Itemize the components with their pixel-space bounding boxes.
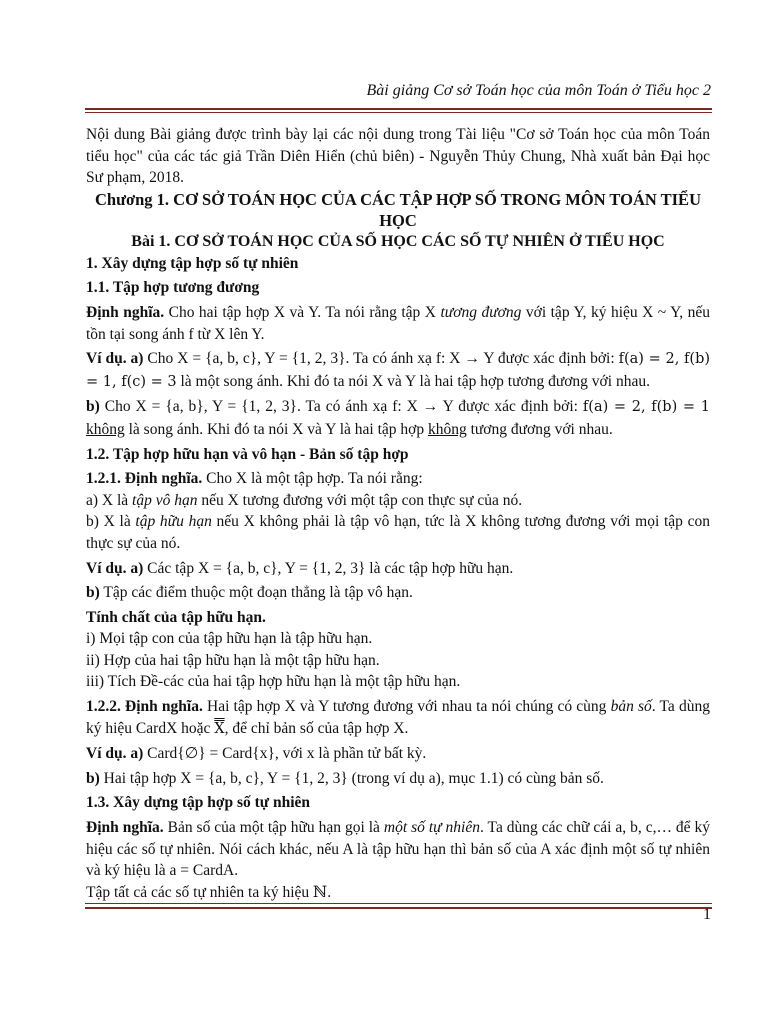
example-1-2-b-label: b) [86, 584, 100, 602]
example-1-2-2-b-label: b) [86, 769, 100, 787]
definition-1-3-term: một số tự nhiên [383, 819, 480, 837]
definition-1-2-2 [86, 696, 710, 740]
example-b-text: Cho X = {a, b}, Y = {1, 2, 3}. Ta có ánh xạ f: X → Y được xác định bởi: [99, 398, 583, 416]
definition-1-3-label: Định nghĩa. [86, 819, 164, 837]
intro-paragraph: Nội dung Bài giảng được trình bày lại các nội dung trong Tài liệu "Cơ sở Toán học của môn Toán tiểu học" của các tác giả Trần Diên Hiển (chủ biên) - Nguyễn Thủy Chung, Nhà xuất bản Đại học Sư phạm, 2018. [86, 126, 710, 187]
example-1-2-2-a-text: Card{∅} = Card{x}, với x là phần tử bất kỳ. [143, 745, 427, 763]
definition-1-2-1 [86, 468, 710, 490]
example-a-formula: f(a) = 2, f(b) = 1, f(c) = 3 [86, 351, 711, 390]
header-title: Bài giảng Cơ sở Toán học của môn Toán ở Tiểu học 2 [366, 82, 711, 99]
document-body [86, 124, 710, 903]
section-1-1-title: 1.1. Tập hợp tương đương [86, 279, 260, 297]
item-a-term: tập vô hạn [132, 491, 198, 509]
example-1-2-2-b-text: Hai tập hợp X = {a, b, c}, Y = {1, 2, 3} (trong ví dụ a), mục 1.1) có cùng bản số. [99, 769, 604, 787]
definition-1-2-2-text-b: . Ta dùng ký hiệu CardX hoặc [86, 698, 710, 737]
properties-title: Tính chất của tập hữu hạn. [86, 608, 266, 626]
example-b-underline-1: không [86, 420, 125, 438]
section-1-3-title: 1.3. Xây dựng tập hợp số tự nhiên [86, 794, 311, 812]
item-b-prefix: b) X là [86, 513, 136, 531]
definition-term: tương đương [440, 303, 522, 321]
example-a-text-2: là một song ánh. Khi đó ta nói X và Y là hai tập hợp tương đương với nhau. [176, 372, 650, 390]
lesson-title: Bài 1. CƠ SỞ TOÁN HỌC CỦA SỐ HỌC CÁC SỐ TỰ NHIÊN Ở TIỂU HỌC [131, 232, 665, 250]
property-1: i) Mọi tập con của tập hữu hạn là tập hữu hạn. [86, 630, 373, 648]
definition-1-2-2-text-c: , để chỉ bản số của tập hợp X. [224, 719, 409, 737]
cardinal-symbol: X [214, 720, 225, 737]
example-b-text-3: tương đương với nhau. [466, 420, 613, 438]
chapter-title: Chương 1. CƠ SỞ TOÁN HỌC CỦA CÁC TẬP HỢP SỐ TRONG MÔN TOÁN TIỂU HỌC [95, 189, 701, 230]
footer-rule-thin [85, 903, 712, 904]
definition-1-2-2-text-a: Hai tập hợp X và Y tương đương với nhau ta nói chúng có cùng [202, 698, 611, 716]
item-a [86, 490, 710, 512]
definition-1-3-text-b: . Ta dùng các chữ cái a, b, c,… để ký hiệu các số tự nhiên. Nói cách khác, nếu A là tập hữu hạn thì bản số của A xác định một số tự nhiên và ký hiệu là a = CardA. [86, 819, 711, 880]
section-1-2-title: 1.2. Tập hợp hữu hạn và vô hạn - Bản số tập hợp [86, 445, 409, 463]
definition-paragraph [86, 302, 710, 345]
definition-1-2-1-text: Cho X là một tập hợp. Ta nói rằng: [202, 470, 423, 488]
definition-text-a: Cho hai tập hợp X và Y. Ta nói rằng tập X [164, 303, 441, 321]
example-1-2-a-text: Các tập X = {a, b, c}, Y = {1, 2, 3} là các tập hợp hữu hạn. [143, 559, 514, 577]
definition-text-b: với tập Y, ký hiệu X ~ Y, nếu tồn tại song ánh f từ X lên Y. [86, 303, 710, 343]
page-number: 1 [703, 906, 711, 923]
example-a-text: Cho X = {a, b, c}, Y = {1, 2, 3}. Ta có ánh xạ f: X → Y được xác định bởi: [143, 350, 615, 368]
example-1-2-a [86, 558, 710, 580]
example-b-paragraph [86, 396, 710, 440]
example-1-2-2-b [86, 768, 710, 790]
page-header [0, 82, 768, 106]
example-1-2-b [86, 582, 710, 604]
example-b-label: b) [86, 398, 100, 416]
example-label: Ví dụ. a) [86, 350, 144, 368]
example-b-formula: f(a) = 2, f(b) = 1 [582, 399, 710, 416]
example-1-2-2-label: Ví dụ. a) [86, 745, 144, 763]
header-rule-thin [85, 112, 712, 113]
example-b-text-2: là song ánh. Khi đó ta nói X và Y là hai tập hợp [124, 420, 428, 438]
definition-label: Định nghĩa. [86, 303, 165, 321]
item-b-term: tập hữu hạn [135, 513, 212, 531]
item-b-text: nếu X không phải là tập vô hạn, tức là X không tương đương với mọi tập con thực sự của nó. [86, 513, 710, 552]
definition-1-3-text-a: Bản số của một tập hữu hạn gọi là [163, 819, 384, 837]
header-rule-thick [85, 108, 712, 110]
example-b-underline-2: không [427, 420, 467, 438]
definition-1-2-1-label: 1.2.1. Định nghĩa. [86, 470, 203, 488]
footer-rule-thick [85, 907, 712, 909]
definition-1-3 [86, 817, 710, 882]
property-3: iii) Tích Đề-các của hai tập hợp hữu hạn là một tập hữu hạn. [86, 673, 461, 691]
example-1-2-b-text: Tập các điểm thuộc một đoạn thẳng là tập vô hạn. [99, 584, 413, 602]
natural-numbers-set: Tập tất cả các số tự nhiên ta ký hiệu ℕ. [86, 883, 332, 901]
item-b [86, 511, 710, 554]
example-1-2-label: Ví dụ. a) [86, 559, 144, 577]
definition-1-2-2-term: bản số [610, 698, 652, 716]
property-2: ii) Hợp của hai tập hữu hạn là một tập hữu hạn. [86, 651, 380, 669]
item-a-text: nếu X tương đương với một tập con thực sự của nó. [197, 491, 523, 509]
example-1-2-2-a [86, 743, 710, 765]
example-a-paragraph [86, 348, 710, 393]
section-1-title: 1. Xây dựng tập hợp số tự nhiên [86, 254, 299, 272]
item-a-prefix: a) X là [86, 491, 133, 509]
definition-1-2-2-label: 1.2.2. Định nghĩa. [86, 698, 203, 716]
